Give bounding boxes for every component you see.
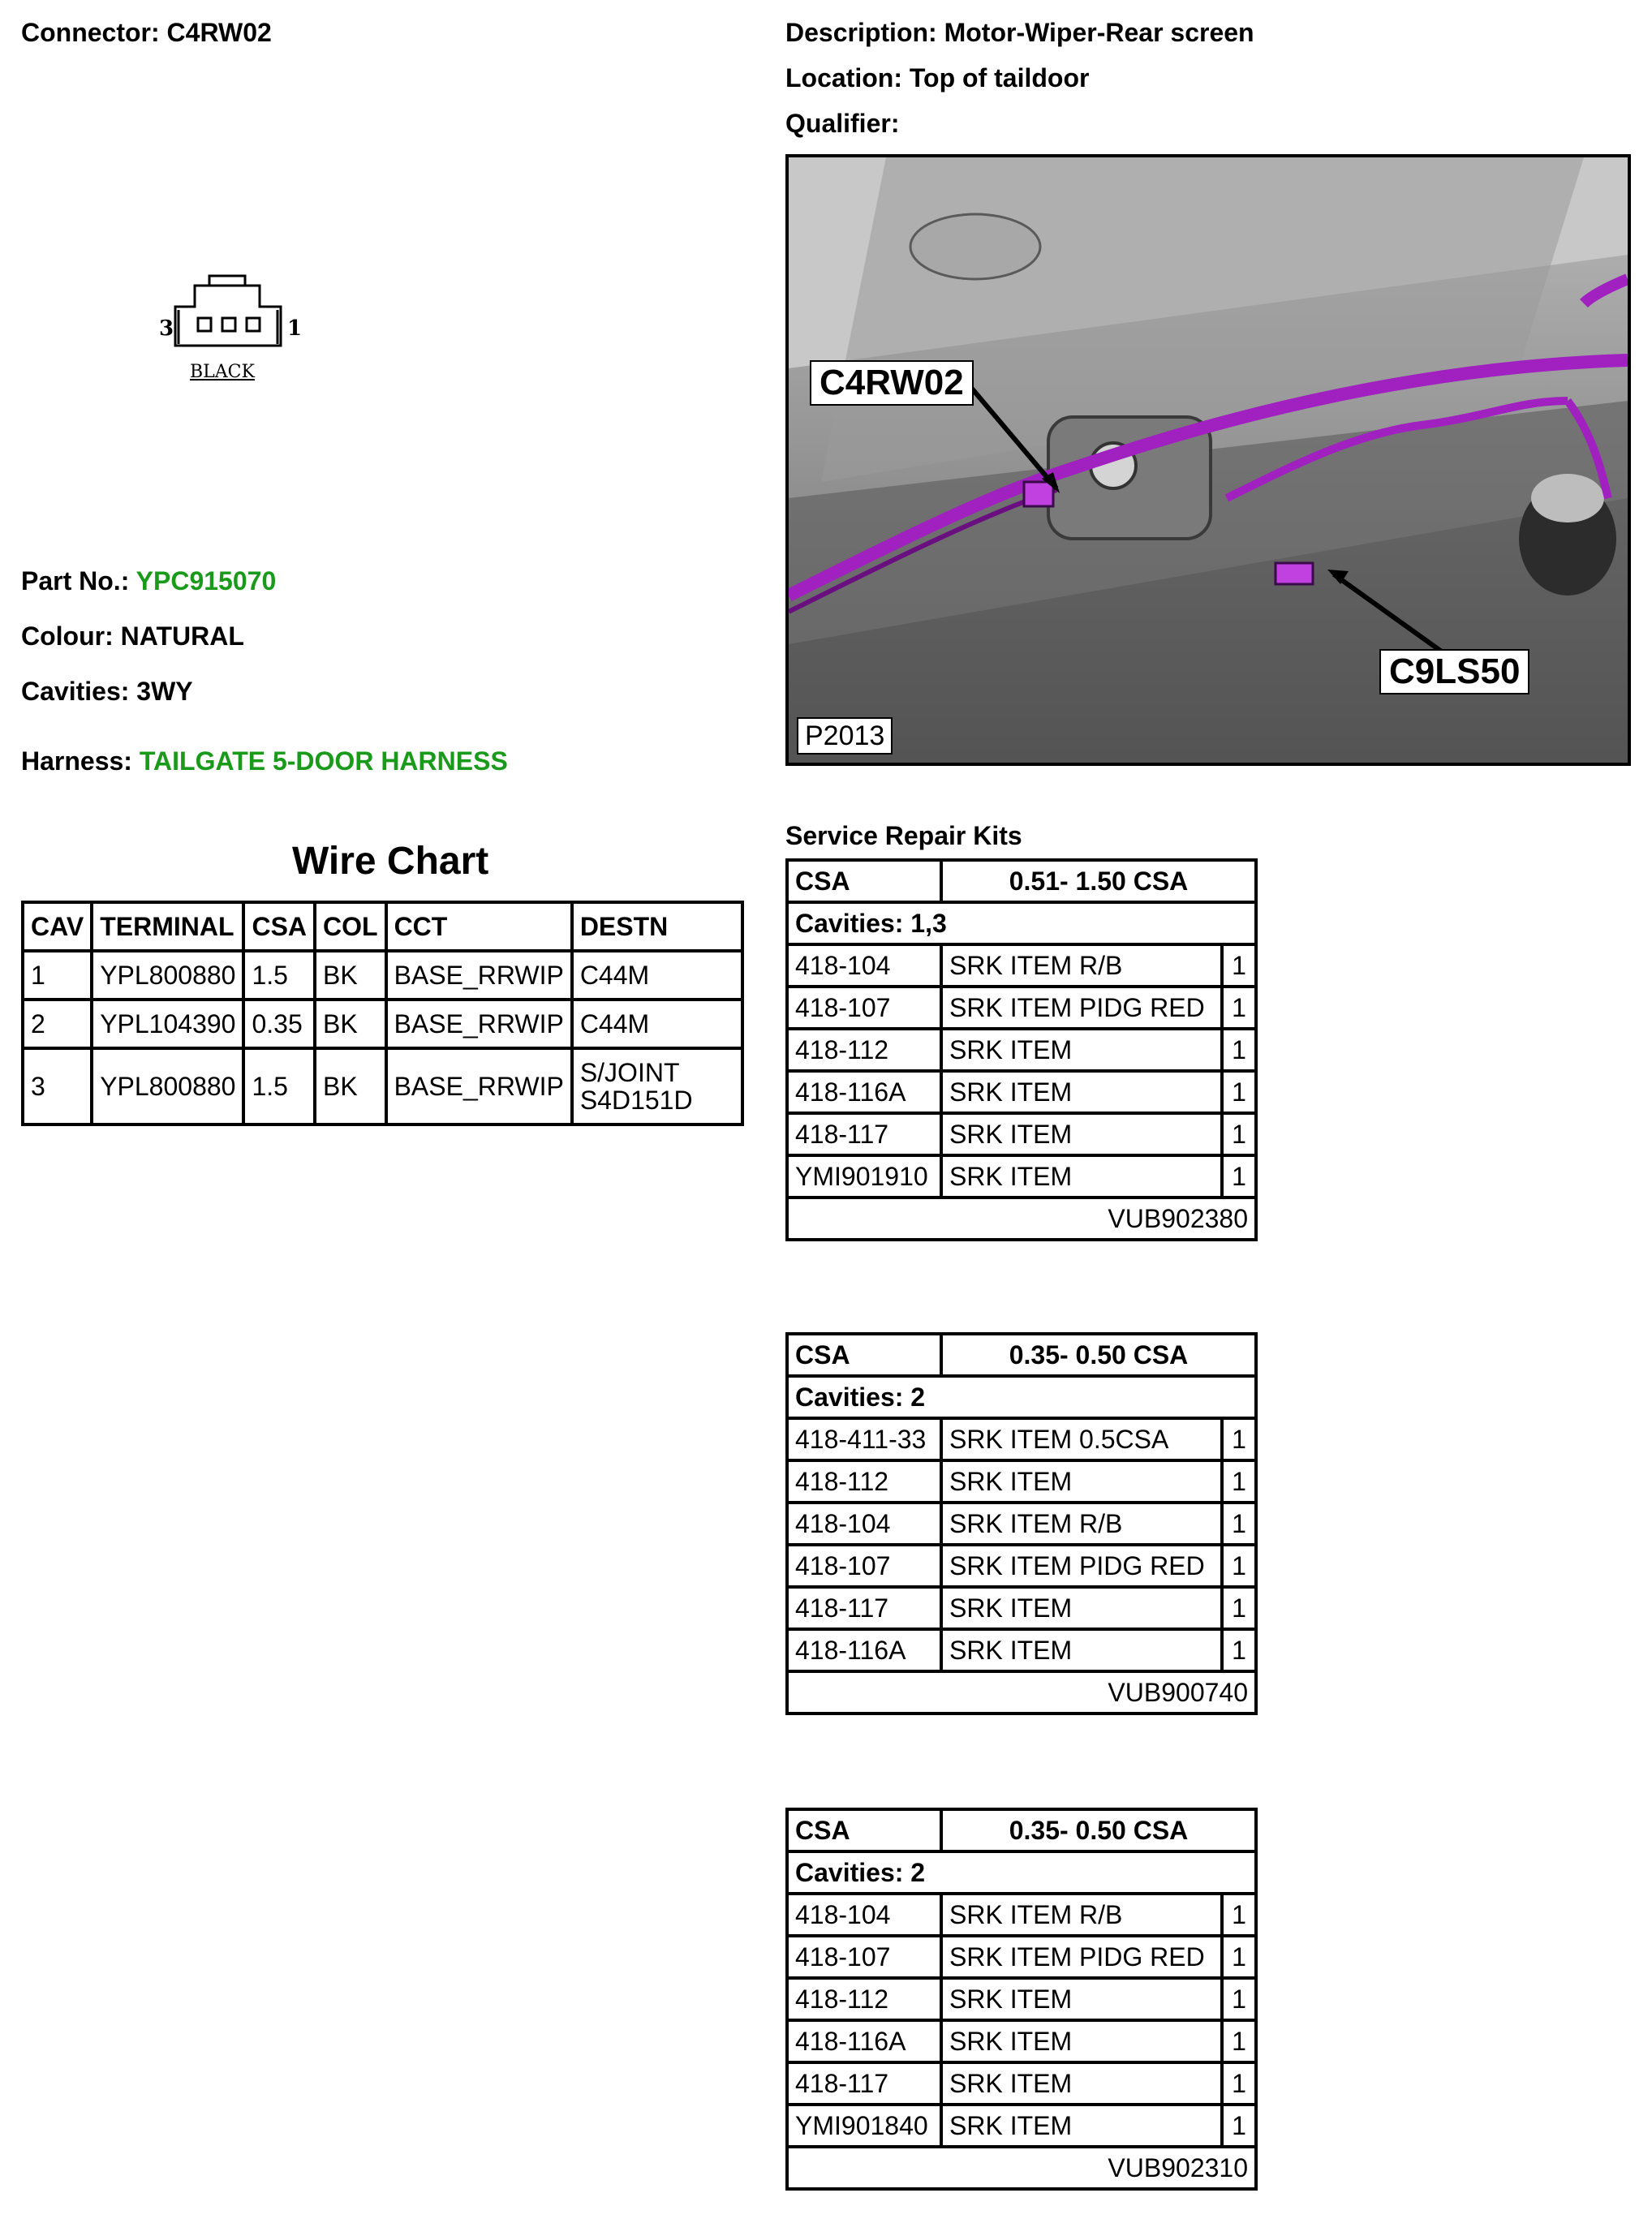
kit-cavities: Cavities: 2 xyxy=(787,1376,1256,1418)
kit-qty: 1 xyxy=(1222,1587,1256,1629)
cell-col: BK xyxy=(315,1000,386,1048)
connector-colour-caption: BLACK xyxy=(190,362,255,382)
cell-col: BK xyxy=(315,951,386,1000)
kit-desc: SRK ITEM xyxy=(941,1071,1222,1113)
kit-qty: 1 xyxy=(1222,1460,1256,1503)
kit-number-row xyxy=(787,1671,1256,1714)
repair-kit-table-3 xyxy=(785,1808,1258,2191)
kit-part: 418-104 xyxy=(787,944,941,987)
harness-line xyxy=(21,745,508,777)
colour-value: NATURAL xyxy=(120,621,244,651)
part-no-line xyxy=(21,565,276,597)
col-cav: CAV xyxy=(23,902,92,951)
col-terminal: TERMINAL xyxy=(92,902,243,951)
table-row xyxy=(787,2105,1256,2147)
table-row xyxy=(787,987,1256,1029)
pin-label-right: 1 xyxy=(287,316,303,341)
kit-qty: 1 xyxy=(1222,1629,1256,1671)
kit-qty: 1 xyxy=(1222,1029,1256,1071)
table-row xyxy=(787,1978,1256,2020)
table-row xyxy=(787,1936,1256,1978)
wire-chart-table xyxy=(21,901,744,1126)
connector-line xyxy=(21,16,272,49)
col-destn: DESTN xyxy=(572,902,742,951)
cell-destn: C44M xyxy=(572,1000,742,1048)
wire-chart-header xyxy=(23,902,742,951)
kit-part: YMI901910 xyxy=(787,1155,941,1198)
cell-terminal: YPL800880 xyxy=(92,1048,243,1124)
kit-csa-label: CSA xyxy=(787,1809,941,1851)
cell-destn: C44M xyxy=(572,951,742,1000)
callout-c9ls50: C9LS50 xyxy=(1379,649,1529,694)
cell-cav: 1 xyxy=(23,951,92,1000)
kit-desc: SRK ITEM xyxy=(941,1629,1222,1671)
cell-col: BK xyxy=(315,1048,386,1124)
colour-line xyxy=(21,620,244,652)
kit-csa-label: CSA xyxy=(787,1334,941,1376)
kit-qty: 1 xyxy=(1222,2105,1256,2147)
harness-label: Harness: xyxy=(21,746,132,776)
kit-qty: 1 xyxy=(1222,1545,1256,1587)
kit-qty: 1 xyxy=(1222,944,1256,987)
kit-part: 418-107 xyxy=(787,1936,941,1978)
cell-cct: BASE_RRWIP xyxy=(386,951,572,1000)
kit-qty: 1 xyxy=(1222,1071,1256,1113)
kit-desc: SRK ITEM xyxy=(941,2020,1222,2062)
service-repair-kits-title: Service Repair Kits xyxy=(785,821,1022,850)
kit-desc: SRK ITEM 0.5CSA xyxy=(941,1418,1222,1460)
kit-part: 418-117 xyxy=(787,1113,941,1155)
table-row xyxy=(787,1113,1256,1155)
kit-part: 418-116A xyxy=(787,1071,941,1113)
table-row xyxy=(787,1460,1256,1503)
kit-cavities-row xyxy=(787,902,1256,944)
description-line xyxy=(785,16,1254,49)
kit-qty: 1 xyxy=(1222,987,1256,1029)
cavities-value: 3WY xyxy=(136,677,193,706)
kit-qty: 1 xyxy=(1222,1894,1256,1936)
table-row xyxy=(787,944,1256,987)
kit-desc: SRK ITEM xyxy=(941,1587,1222,1629)
kit-qty: 1 xyxy=(1222,2062,1256,2105)
table-row xyxy=(23,1048,742,1124)
kit-number-row xyxy=(787,2147,1256,2189)
table-row xyxy=(787,1503,1256,1545)
location-line xyxy=(785,62,1089,94)
kit-qty: 1 xyxy=(1222,1936,1256,1978)
kit-part: 418-117 xyxy=(787,1587,941,1629)
description-label: Description: xyxy=(785,18,937,47)
cell-cav: 2 xyxy=(23,1000,92,1048)
kit-cavities: Cavities: 2 xyxy=(787,1851,1256,1894)
kit-csa-range: 0.35- 0.50 CSA xyxy=(941,1809,1256,1851)
part-no-label: Part No.: xyxy=(21,566,130,596)
description-value: Motor-Wiper-Rear screen xyxy=(944,18,1254,47)
location-label: Location: xyxy=(785,63,902,92)
kit-header-row xyxy=(787,860,1256,902)
col-csa: CSA xyxy=(243,902,315,951)
kit-part: 418-112 xyxy=(787,1029,941,1071)
kit-desc: SRK ITEM xyxy=(941,1113,1222,1155)
kit-number: VUB902310 xyxy=(787,2147,1256,2189)
harness-value[interactable]: TAILGATE 5-DOOR HARNESS xyxy=(139,746,508,776)
kit-cavities-row xyxy=(787,1851,1256,1894)
kit-header-row xyxy=(787,1334,1256,1376)
kit-part: 418-107 xyxy=(787,1545,941,1587)
kit-csa-range: 0.51- 1.50 CSA xyxy=(941,860,1256,902)
kit-qty: 1 xyxy=(1222,1503,1256,1545)
kit-qty: 1 xyxy=(1222,1418,1256,1460)
kit-part: 418-117 xyxy=(787,2062,941,2105)
kit-cavities-row xyxy=(787,1376,1256,1418)
part-no-value[interactable]: YPC915070 xyxy=(136,566,277,596)
cell-cct: BASE_RRWIP xyxy=(386,1000,572,1048)
kit-desc: SRK ITEM xyxy=(941,1460,1222,1503)
table-row xyxy=(787,2020,1256,2062)
table-row xyxy=(787,1071,1256,1113)
qualifier-label: Qualifier: xyxy=(785,109,900,138)
kit-number: VUB902380 xyxy=(787,1198,1256,1240)
kit-desc: SRK ITEM R/B xyxy=(941,1503,1222,1545)
kit-desc: SRK ITEM xyxy=(941,2105,1222,2147)
table-row xyxy=(787,1629,1256,1671)
cavities-line xyxy=(21,675,193,707)
kit-desc: SRK ITEM xyxy=(941,1029,1222,1071)
kit-cavities: Cavities: 1,3 xyxy=(787,902,1256,944)
kit-header-row xyxy=(787,1809,1256,1851)
col-col: COL xyxy=(315,902,386,951)
kit-part: 418-116A xyxy=(787,2020,941,2062)
kit-part: 418-107 xyxy=(787,987,941,1029)
figure-id-label: P2013 xyxy=(797,717,893,755)
table-row xyxy=(787,1029,1256,1071)
table-row xyxy=(787,2062,1256,2105)
cell-cav: 3 xyxy=(23,1048,92,1124)
callout-c4rw02: C4RW02 xyxy=(810,360,974,406)
cell-cct: BASE_RRWIP xyxy=(386,1048,572,1124)
table-row xyxy=(23,951,742,1000)
location-value: Top of taildoor xyxy=(909,63,1090,92)
table-row xyxy=(787,1545,1256,1587)
kit-csa-label: CSA xyxy=(787,860,941,902)
repair-kit-table-1 xyxy=(785,858,1258,1241)
kit-part: 418-411-33 xyxy=(787,1418,941,1460)
kit-desc: SRK ITEM R/B xyxy=(941,944,1222,987)
kit-number: VUB900740 xyxy=(787,1671,1256,1714)
kit-qty: 1 xyxy=(1222,1978,1256,2020)
kit-desc: SRK ITEM xyxy=(941,2062,1222,2105)
kit-number-row xyxy=(787,1198,1256,1240)
kit-desc: SRK ITEM PIDG RED xyxy=(941,1545,1222,1587)
table-row xyxy=(787,1418,1256,1460)
kit-part: 418-112 xyxy=(787,1978,941,2020)
kit-part: 418-104 xyxy=(787,1894,941,1936)
kit-part: 418-104 xyxy=(787,1503,941,1545)
kit-qty: 1 xyxy=(1222,1113,1256,1155)
connector-label: Connector: xyxy=(21,18,160,47)
cell-csa: 0.35 xyxy=(243,1000,315,1048)
connector-diagram xyxy=(159,264,305,394)
colour-label: Colour: xyxy=(21,621,114,651)
col-cct: CCT xyxy=(386,902,572,951)
table-row xyxy=(23,1000,742,1048)
kit-desc: SRK ITEM PIDG RED xyxy=(941,1936,1222,1978)
kit-desc: SRK ITEM xyxy=(941,1978,1222,2020)
table-row xyxy=(787,1155,1256,1198)
cell-csa: 1.5 xyxy=(243,1048,315,1124)
pin-label-left: 3 xyxy=(159,316,174,341)
cell-csa: 1.5 xyxy=(243,951,315,1000)
cell-terminal: YPL800880 xyxy=(92,951,243,1000)
kit-qty: 1 xyxy=(1222,1155,1256,1198)
cavities-label: Cavities: xyxy=(21,677,130,706)
cell-destn: S/JOINT S4D151D xyxy=(572,1048,742,1124)
table-row xyxy=(787,1587,1256,1629)
kit-part: 418-116A xyxy=(787,1629,941,1671)
connector-value: C4RW02 xyxy=(166,18,272,47)
cell-terminal: YPL104390 xyxy=(92,1000,243,1048)
kit-part: YMI901840 xyxy=(787,2105,941,2147)
repair-kit-table-2 xyxy=(785,1332,1258,1715)
table-row xyxy=(787,1894,1256,1936)
wire-chart-title: Wire Chart xyxy=(292,840,489,883)
kit-csa-range: 0.35- 0.50 CSA xyxy=(941,1334,1256,1376)
location-photo xyxy=(785,154,1631,766)
kit-part: 418-112 xyxy=(787,1460,941,1503)
kit-desc: SRK ITEM PIDG RED xyxy=(941,987,1222,1029)
kit-qty: 1 xyxy=(1222,2020,1256,2062)
kit-desc: SRK ITEM R/B xyxy=(941,1894,1222,1936)
kit-desc: SRK ITEM xyxy=(941,1155,1222,1198)
